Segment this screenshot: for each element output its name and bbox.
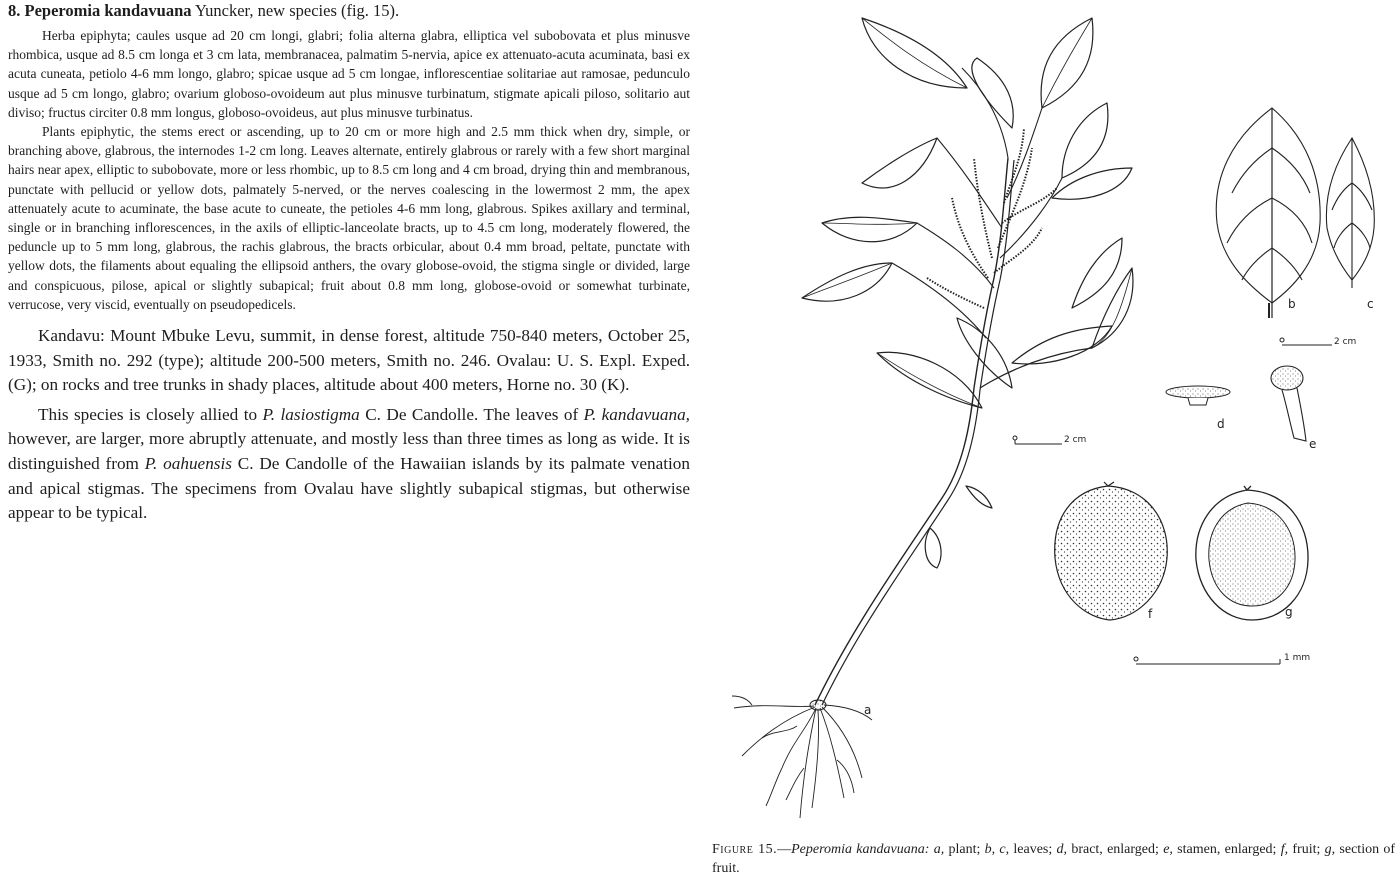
main-stem (815, 158, 1008, 705)
species-name: Peperomia kandavuana (24, 1, 192, 20)
stamen-e (1271, 366, 1306, 441)
label-d: d (1217, 417, 1225, 431)
svg-text:2 cm: 2 cm (1064, 435, 1087, 445)
caption-key-e: e, (1163, 842, 1173, 857)
caption-key-g: g, (1324, 842, 1336, 857)
scale-bar-fruit (1134, 653, 1310, 664)
text-column (8, 0, 690, 526)
caption-text-bc: leaves; (1009, 842, 1057, 857)
leaf-b (1216, 108, 1320, 318)
discussion-paragraph (8, 403, 690, 526)
species-heading (8, 0, 690, 22)
plant-drawing (732, 18, 1133, 818)
spikes (927, 128, 1057, 308)
fruit-section-g (1196, 486, 1308, 620)
caption-key-f: f, (1280, 842, 1289, 857)
caption-text-g: section of fruit. (712, 842, 1396, 876)
roots (732, 696, 872, 818)
label-f: f (1148, 607, 1153, 621)
bract-d (1166, 386, 1230, 405)
discussion-text-4: C. De Candolle of the Hawaiian islands by its palmate venation and apical stigmas. The specimens from Ovalau have slightly subapical stigmas, but otherwise appear to be typical. (8, 454, 690, 523)
species-ref-oahuensis: P. oahuensis (144, 454, 232, 474)
caption-dash: — (777, 842, 792, 857)
label-e: e (1309, 437, 1317, 451)
caption-key-bc: b, c, (984, 842, 1010, 857)
label-g: g (1285, 605, 1293, 619)
illustration-svg (712, 8, 1400, 838)
caption-text-e: stamen, enlarged; (1172, 842, 1281, 857)
figure-caption (712, 840, 1395, 878)
caption-species: Peperomia kandavuana: (791, 842, 930, 857)
caption-label: Figure 15. (712, 842, 778, 857)
species-author: Yuncker, new species (fig. 15). (195, 1, 400, 20)
latin-description: Herba epiphyta; caules usque ad 20 cm longi, glabri; folia alterna glabra, elliptica vel subobovata et plus minusve rhombica, usque ad 8.5 cm longa et 3 cm lata, membranacea, palmatim 5-nervia, apice ex attenuato-acuta acuminata, basi ex acuta cuneata, petiolo 4-6 mm longo, glabro; spicae usque ad 5 cm longae, inflorescentiae solitariae aut ramosae, pedunculo usque ad 5 cm longo, glabro; ovarium globoso-ovoideum aut plus minusve turbinatum, stigmate apicali piloso, solitario aut diviso; fructus circiter 0.8 mm longus, globoso-ovoideus, aut plus minusve turbinatus. (8, 28, 690, 120)
label-b: b (1288, 297, 1296, 311)
species-number: 8. (8, 1, 21, 20)
caption-text-a: plant; (944, 842, 985, 857)
caption-text-d: bract, enlarged; (1067, 842, 1164, 857)
scale-bar-plant (1013, 435, 1086, 445)
english-description: Plants epiphytic, the stems erect or ascending, up to 20 cm or more high and 2.5 mm thick when dry, simple, or branching above, glabrous, the internodes 1-2 cm long. Leaves alternate, entirely glabrous or rarely with a few short marginal hairs near apex, elliptic to subobovate, more or less rhombic, up to 8.5 cm long and 4 cm broad, drying thin and membranous, punctate with pellucid or yellow dots, palmately 5-nerved, or the nerves coalescing in the lowermost 2 mm, the apex attenuately acute to acuminate, the base acute to cuneate, the petioles 4-6 mm long, glabrous. Spikes axillary and terminal, single or in branching inflorescences, in the axils of elliptic-lanceolate bracts, up to 4.5 cm long, moderately flowered, the peduncle up to 5 mm long, glabrous, the rachis glabrous, the bracts orbicular, about 0.4 mm broad, peltate, punctate with yellow dots, the filaments about equaling the ellipsoid anthers, the ovary globose-ovoid, the stigma single or divided, large and conspicuous, pilose, apical or slightly subapical; fruit about 0.8 mm long, globose-ovoid or somewhat turbinate, verrucose, very viscid, eventually on pseudopedicels. (8, 124, 690, 312)
discussion-text-3: however, are larger, more abruptly attenuate, and mostly less than three times as long as wide. It is distinguished from (8, 429, 690, 474)
species-ref-kandavuana: P. kandavuana, (583, 404, 690, 424)
botanical-illustration (712, 8, 1400, 838)
label-a: a (864, 703, 872, 717)
discussion-text-1: This species is closely allied to (38, 404, 263, 424)
caption-text-f: fruit; (1288, 842, 1325, 857)
label-c: c (1367, 297, 1374, 311)
leaf-c (1326, 138, 1374, 288)
scale-bar-leaves (1280, 337, 1356, 347)
specimens-paragraph: Kandavu: Mount Mbuke Levu, summit, in dense forest, altitude 750-840 meters, October 25, 1933, Smith no. 292 (type); altitude 200-500 meters, Smith no. 246. Ovalau: U. S. Expl. Exped. (G); on rocks and tree trunks in shady places, altitude about 400 meters, Horne no. 30 (K). (8, 326, 690, 395)
discussion-text-2: C. De Candolle. The leaves of (359, 404, 584, 424)
caption-key-d: d, (1056, 842, 1068, 857)
caption-key-a: a, (933, 842, 945, 857)
species-ref-lasiostigma: P. lasiostigma (262, 404, 360, 424)
svg-text:1 mm: 1 mm (1284, 653, 1311, 663)
fruit-f (1055, 482, 1168, 620)
svg-text:2 cm: 2 cm (1334, 337, 1357, 347)
